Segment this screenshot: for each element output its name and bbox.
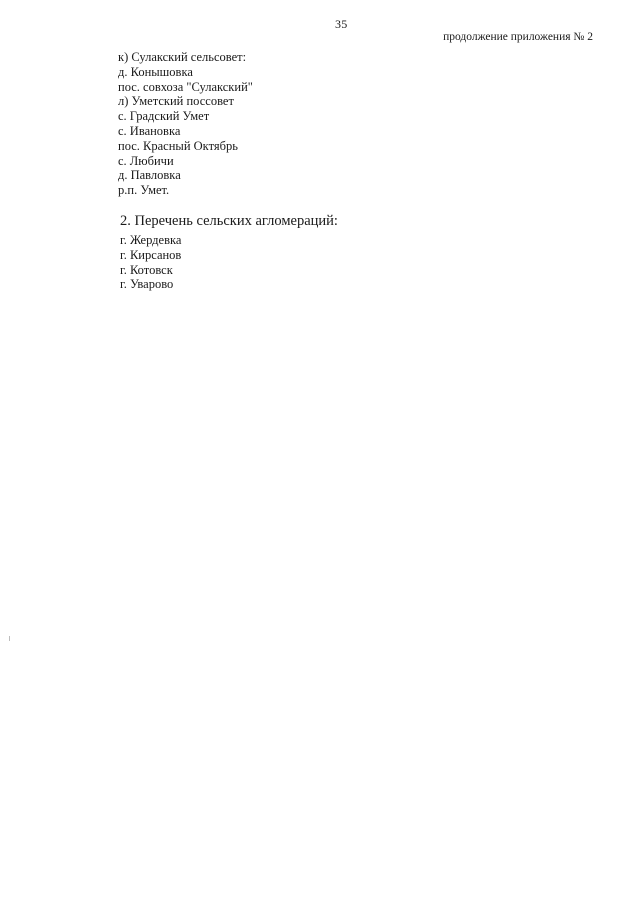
settlement-list (118, 50, 253, 198)
list-item: д. Конышовка (118, 64, 193, 79)
list-item: пос. совхоза "Сулакский" (118, 79, 253, 94)
list-item: с. Ивановка (118, 123, 181, 138)
list-item: г. Кирсанов (120, 247, 182, 262)
page-number: 35 (335, 17, 348, 31)
list-item: г. Уварово (120, 277, 174, 292)
list-item: л) Уметский поссовет (118, 94, 234, 109)
section-heading: 2. Перечень сельских агломераций: (120, 213, 338, 229)
scan-artifact-mark (9, 636, 10, 641)
list-item: к) Сулакский сельсовет: (118, 50, 247, 64)
list-item: г. Котовск (120, 262, 173, 277)
list-item: д. Павловка (118, 168, 181, 183)
list-item: с. Любичи (118, 153, 174, 168)
list-item: г. Жердевка (120, 233, 182, 247)
agglomeration-list (120, 233, 181, 292)
appendix-continuation-label: продолжение приложения № 2 (443, 31, 593, 43)
list-item: с. Градский Умет (118, 109, 210, 124)
list-item: р.п. Умет. (118, 183, 170, 198)
list-item: пос. Красный Октябрь (118, 138, 238, 153)
